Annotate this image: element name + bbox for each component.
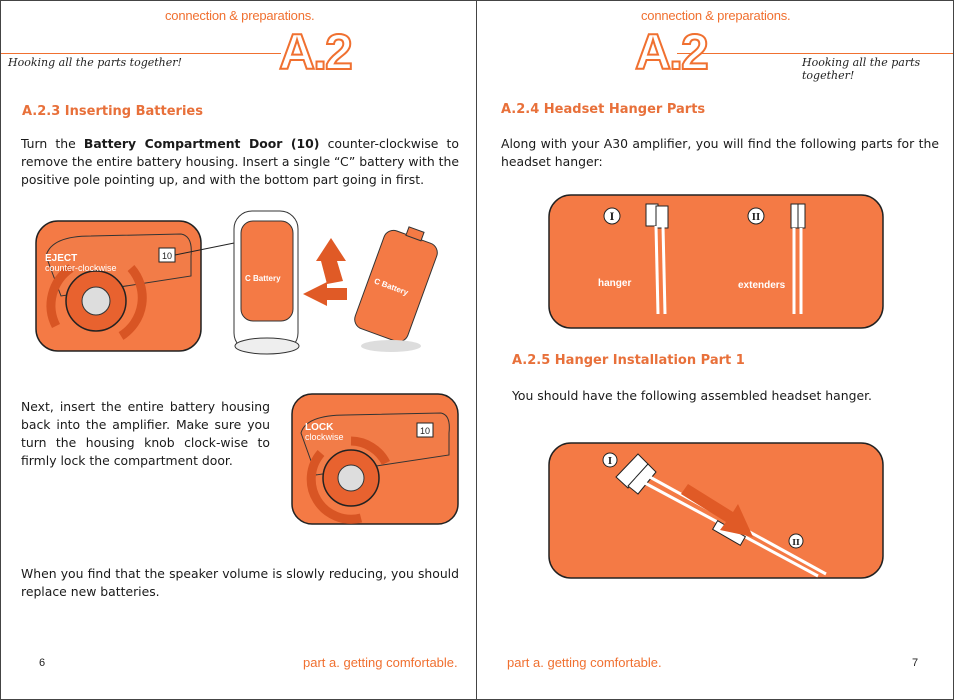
para-text: Turn the bbox=[21, 136, 84, 151]
eject-label: EJECT bbox=[45, 253, 78, 264]
insert-paragraph: Next, insert the entire battery housing back into the amplifier. Make sure you turn the housing knob clock-wise to firmly lock the compartment door. bbox=[21, 399, 270, 468]
lock-label: LOCK bbox=[305, 422, 334, 433]
parts-paragraph: Along with your A30 amplifier, you will find the following parts for the headset hanger: bbox=[501, 136, 939, 169]
loose-battery bbox=[352, 220, 443, 344]
hanger-clip bbox=[656, 206, 668, 228]
hanger-parts-figure bbox=[548, 194, 884, 330]
section-title: A.2.5 Hanger Installation Part 1 bbox=[512, 353, 745, 368]
insert-arrow-icon bbox=[316, 238, 346, 284]
parts-panel bbox=[549, 195, 883, 328]
para-bold-text: Battery Compartment Door (10) bbox=[83, 136, 320, 151]
lock-direction: clockwise bbox=[305, 432, 344, 442]
right-page bbox=[477, 0, 954, 700]
housing-base bbox=[235, 338, 299, 354]
hanger-rod bbox=[663, 226, 665, 314]
intro-paragraph bbox=[21, 135, 459, 189]
page-number: 6 bbox=[39, 657, 46, 669]
housed-battery bbox=[241, 221, 293, 321]
insert-arrow-icon bbox=[303, 282, 347, 306]
page-footer: part a. getting comfortable. bbox=[303, 655, 458, 670]
chapter-label: A.2 bbox=[635, 24, 707, 80]
running-head: connection & preparations. bbox=[165, 8, 315, 23]
door-knob bbox=[82, 287, 110, 315]
section-title: A.2.4 Headset Hanger Parts bbox=[501, 102, 706, 117]
tagline: Hooking all the parts together! bbox=[802, 56, 921, 82]
chapter-label: A.2 bbox=[279, 24, 351, 80]
running-head: connection & preparations. bbox=[641, 8, 791, 23]
part-badge-text: I bbox=[609, 212, 615, 223]
lock-figure bbox=[291, 393, 459, 525]
battery-label: C Battery bbox=[372, 276, 410, 298]
header-rule bbox=[677, 53, 953, 54]
section-title: A.2.3 Inserting Batteries bbox=[22, 104, 203, 119]
battery-eject-figure bbox=[31, 206, 461, 361]
part-badge-text: I bbox=[607, 457, 613, 467]
extender-sleeve bbox=[791, 204, 798, 228]
part-badge-text: II bbox=[792, 537, 800, 547]
page-footer: part a. getting comfortable. bbox=[507, 655, 662, 670]
hanger-rod bbox=[656, 226, 658, 314]
door-knob bbox=[338, 465, 364, 491]
replace-paragraph: When you find that the speaker volume is slowly reducing, you should replace new batteries. bbox=[21, 566, 459, 599]
page-number: 7 bbox=[912, 657, 919, 669]
eject-direction: counter-clockwise bbox=[45, 263, 117, 273]
assembled-hanger-figure bbox=[548, 442, 884, 579]
extenders-label: extenders bbox=[738, 280, 786, 291]
battery-shadow bbox=[361, 340, 421, 352]
tagline: Hooking all the parts together! bbox=[8, 56, 182, 69]
para-text: counter-clockwise to remove the entire battery housing. Insert a single “C” battery with the positive pole pointing up, and with the bottom part going in first. bbox=[21, 136, 460, 187]
callout-number: 10 bbox=[420, 426, 431, 436]
assembled-paragraph: You should have the following assembled headset hanger. bbox=[512, 388, 872, 403]
header-rule bbox=[1, 53, 281, 54]
extender-sleeve bbox=[798, 204, 805, 228]
hanger-label: hanger bbox=[598, 278, 632, 289]
part-badge-text: II bbox=[751, 213, 761, 223]
callout-number: 10 bbox=[162, 251, 173, 261]
battery-label: C Battery bbox=[245, 274, 281, 283]
